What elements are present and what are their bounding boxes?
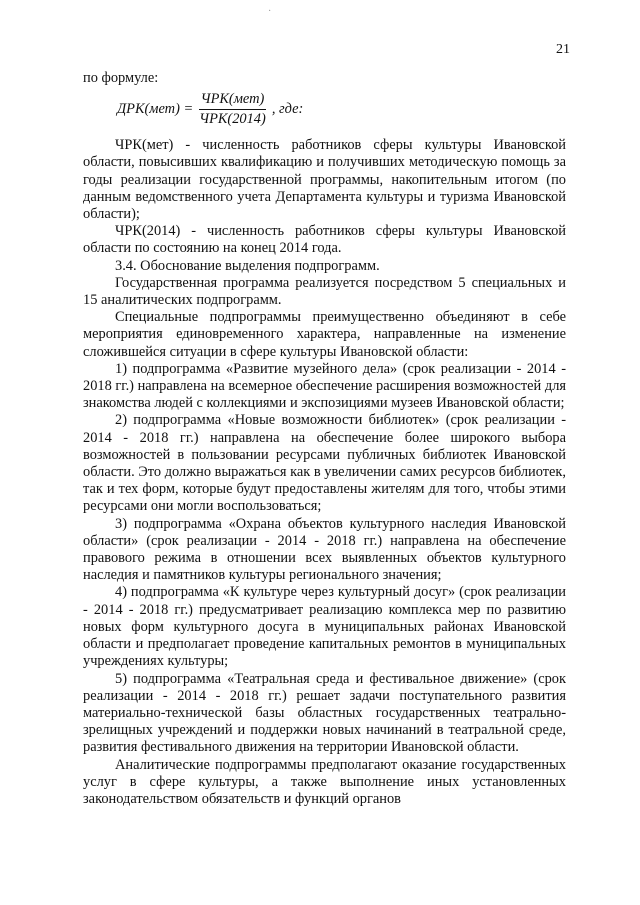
paragraph-chrk-2014: ЧРК(2014) - численность работников сферы культуры Ивановской области по состоянию на конец 2014 года. bbox=[83, 223, 566, 257]
list-item-subprogram-1: 1) подпрограмма «Развитие музейного дела» (срок реализации - 2014 - 2018 гг.) направлена на всемерное обеспечение расширения возможностей для знакомства людей с коллекциями и экспозициями музеев Ивановской области; bbox=[83, 360, 566, 412]
list-item-subprogram-3: 3) подпрограмма «Охрана объектов культурного наследия Ивановской области» (срок реализации - 2014 - 2018 гг.) направлена на обеспечение правового режима в отношении всех выявленных объектов культурного наследия и памятников культуры регионального значения; bbox=[83, 515, 566, 584]
formula-lhs: ДРК(мет) = bbox=[117, 100, 194, 117]
formula-denominator: ЧРК(2014) bbox=[199, 110, 266, 127]
list-item-subprogram-2: 2) подпрограмма «Новые возможности библиотек» (срок реализации - 2014 - 2018 гг.) направлена на обеспечение более широкого выбора возможностей в пользовании ресурсами публичных библиотек Ивановской области. Это должно выражаться как в увеличении самих ресурсов библиотек, так и тех форм, которые будут предоставлены жителям для того, чтобы этими ресурсами они могли воспользоваться; bbox=[83, 412, 566, 515]
formula-numerator: ЧРК(мет) bbox=[199, 91, 267, 110]
scan-mark: · bbox=[268, 6, 272, 17]
formula-intro: по формуле: bbox=[83, 70, 159, 86]
list-item-subprogram-5: 5) подпрограмма «Театральная среда и фестивальное движение» (срок реализации - 2014 - 2018 гг.) решает задачи поступательного развития материально-технической базы областных государственных театрально-зрелищных учреждений и поддержки новых начинаний в театральной среде, развития фестивального движения на территории Ивановской области. bbox=[83, 670, 566, 756]
formula-fraction bbox=[197, 91, 268, 128]
paragraph-special-subprograms: Специальные подпрограммы преимущественно объединяют в себе мероприятия единовременного характера, направленные на изменение сложившейся ситуации в сфере культуры Ивановской области: bbox=[83, 309, 566, 360]
document-body bbox=[83, 70, 566, 808]
formula-suffix: , где: bbox=[271, 100, 304, 117]
paragraph-program-structure: Государственная программа реализуется посредством 5 специальных и 15 аналитических подпрограмм. bbox=[83, 274, 566, 309]
page-number: 21 bbox=[556, 42, 570, 57]
formula bbox=[117, 89, 566, 129]
paragraph-analytical-subprograms: Аналитические подпрограммы предполагают оказание государственных услуг в сфере культуры, а также выполнение иных установленных законодательством обязательств и функций органов bbox=[83, 756, 566, 807]
list-item-subprogram-4: 4) подпрограмма «К культуре через культурный досуг» (срок реализации - 2014 - 2018 гг.) предусматривает реализацию комплекса мер по развитию новых форм культурного досуга в муниципальных районах Ивановской области и предполагает проведение капитальных ремонтов в муниципальных учреждениях культуры; bbox=[83, 584, 566, 670]
paragraph-chrk-met: ЧРК(мет) - численность работников сферы культуры Ивановской области, повысивших квалификацию и получивших методическую помощь за годы реализации государственной программы, накопительным итогом (по данным ведомственного учета Департамента культуры и туризма Ивановской области); bbox=[83, 137, 566, 223]
section-heading: 3.4. Обоснование выделения подпрограмм. bbox=[115, 257, 380, 274]
